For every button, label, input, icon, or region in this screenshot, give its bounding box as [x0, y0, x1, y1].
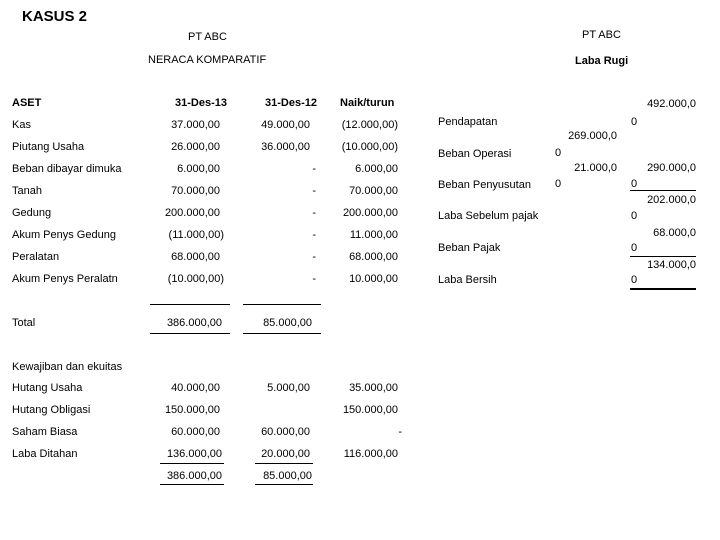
case-title: KASUS 2: [22, 8, 88, 25]
outer-value: 0: [631, 210, 638, 222]
outer-value: 0: [631, 178, 638, 190]
income-label: Pendapatan: [438, 116, 498, 128]
row-label: Akum Penys Gedung: [12, 229, 116, 241]
underline: [150, 304, 230, 305]
total-v13: 386.000,00: [166, 317, 222, 329]
row-diff: 116.000,00: [343, 448, 398, 460]
row-v12: 60.000,00: [261, 426, 310, 438]
row-diff: 70.000,00: [349, 185, 398, 197]
underline: [630, 190, 696, 191]
header-col1: 31-Des-13: [175, 97, 227, 109]
row-v13: (11.000,00): [168, 229, 224, 241]
outer-value: 68.000,0: [653, 227, 696, 239]
row-diff: 68.000,00: [349, 251, 398, 263]
income-label: Laba Sebelum pajak: [438, 210, 539, 222]
income-subtitle: Laba Rugi: [575, 55, 629, 67]
row-label: Kas: [12, 119, 31, 131]
income-label: Beban Operasi: [438, 148, 512, 160]
row-diff: 200.000,00: [342, 207, 398, 219]
row-label: Gedung: [12, 207, 52, 219]
row-label: Akum Penys Peralatn: [12, 273, 118, 285]
row-v13: 60.000,00: [171, 426, 220, 438]
double-underline: [243, 333, 321, 334]
row-v13: 136.000,00: [166, 448, 222, 460]
inner-value: 21.000,0: [574, 162, 617, 174]
double-underline: [255, 484, 313, 485]
total-label: Total: [12, 317, 36, 329]
income-label: Beban Pajak: [438, 242, 501, 254]
balance-subtitle: NERACA KOMPARATIF: [148, 54, 267, 66]
row-v13: 26.000,00: [171, 141, 220, 153]
header-col2: 31-Des-12: [265, 97, 317, 109]
underline: [243, 304, 321, 305]
row-v12: -: [312, 185, 316, 197]
double-underline: [150, 333, 230, 334]
row-v13: 200.000,00: [164, 207, 220, 219]
row-label: Tanah: [12, 185, 42, 197]
row-v12: -: [312, 229, 316, 241]
row-label: Laba Ditahan: [12, 448, 78, 460]
row-v12: 20.000,00: [261, 448, 310, 460]
header-aset: ASET: [12, 97, 42, 109]
outer-value: 0: [631, 116, 638, 128]
row-v12: 36.000,00: [261, 141, 310, 153]
row-diff: 150.000,00: [342, 404, 398, 416]
row-diff: 11.000,00: [349, 229, 398, 241]
outer-value: 134.000,0: [647, 259, 696, 271]
total-v12: 85.000,00: [263, 317, 312, 329]
outer-value: 492.000,0: [647, 98, 696, 110]
income-label: Laba Bersih: [438, 274, 497, 286]
row-v13: 68.000,00: [171, 251, 220, 263]
row-v13: 6.000,00: [177, 163, 220, 175]
row-diff: (12.000,00): [341, 119, 398, 131]
row-v12: 5.000,00: [267, 382, 310, 394]
header-col3: Naik/turun: [340, 97, 395, 109]
row-label: Hutang Obligasi: [12, 404, 91, 416]
row-diff: 10.000,00: [349, 273, 398, 285]
underline: [255, 463, 313, 464]
liab-total-v13: 386.000,00: [166, 470, 222, 482]
row-v12: -: [312, 207, 316, 219]
row-v12: 49.000,00: [261, 119, 310, 131]
outer-value: 290.000,0: [647, 162, 696, 174]
row-v13: 40.000,00: [171, 382, 220, 394]
balance-company: PT ABC: [188, 31, 227, 43]
row-v12: -: [312, 251, 316, 263]
row-label: Saham Biasa: [12, 426, 78, 438]
inner-value: 269.000,0: [568, 130, 617, 142]
row-label: Peralatan: [12, 251, 60, 263]
inner-value: 0: [555, 147, 562, 159]
row-v13: (10.000,00): [167, 273, 224, 285]
income-company: PT ABC: [582, 29, 621, 41]
row-v12: -: [312, 273, 316, 285]
outer-value: 0: [631, 242, 638, 254]
row-label: Beban dibayar dimuka: [12, 163, 122, 175]
row-v13: 37.000,00: [171, 119, 220, 131]
row-label: Hutang Usaha: [12, 382, 83, 394]
row-diff: 6.000,00: [355, 163, 398, 175]
row-v13: 70.000,00: [171, 185, 220, 197]
row-label: Piutang Usaha: [12, 141, 85, 153]
underline: [160, 463, 224, 464]
income-label: Beban Penyusutan: [438, 179, 531, 191]
double-underline: [630, 288, 696, 290]
row-v12: -: [312, 163, 316, 175]
row-diff: -: [398, 426, 402, 438]
double-underline: [160, 484, 224, 485]
row-v13: 150.000,00: [164, 404, 220, 416]
outer-value: 0: [631, 274, 638, 286]
row-diff: (10.000,00): [341, 141, 398, 153]
liabilities-header: Kewajiban dan ekuitas: [12, 361, 123, 373]
liab-total-v12: 85.000,00: [263, 470, 312, 482]
inner-value: 0: [555, 178, 562, 190]
underline: [630, 256, 696, 257]
row-diff: 35.000,00: [349, 382, 398, 394]
outer-value: 202.000,0: [647, 194, 696, 206]
